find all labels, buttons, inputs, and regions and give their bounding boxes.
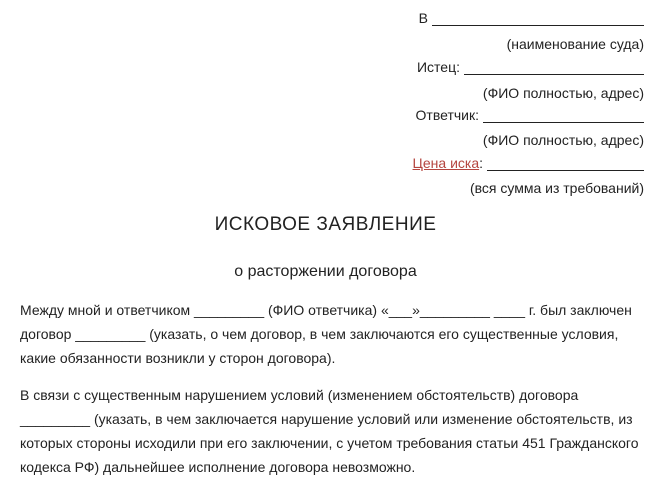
plaintiff-hint: (ФИО полностью, адрес) xyxy=(482,85,644,101)
defendant-row xyxy=(416,107,644,123)
defendant-line xyxy=(483,107,644,123)
court-hint: (наименование суда) xyxy=(506,36,644,52)
plaintiff-label: Истец: xyxy=(416,59,460,75)
claim-price-link[interactable]: Цена иска xyxy=(412,155,480,171)
claim-price-line xyxy=(487,155,644,171)
plaintiff-line xyxy=(464,59,644,75)
paragraph-line: _________ (указать, в чем заключается нарушение условий или изменение обстоятельств, из xyxy=(20,411,633,427)
paragraph-line: которых стороны исходили при его заключении, с учетом требования статьи 451 Гражданского xyxy=(20,435,639,451)
claim-price-hint: (вся сумма из требований) xyxy=(469,180,644,196)
paragraph-contract xyxy=(20,298,640,370)
claim-price-row xyxy=(413,155,644,171)
claim-price-colon: : xyxy=(479,155,483,171)
defendant-hint: (ФИО полностью, адрес) xyxy=(482,132,644,148)
document-title: ИСКОВОЕ ЗАЯВЛЕНИЕ xyxy=(214,214,437,235)
paragraph-line: кодекса РФ) дальнейшее исполнение договора невозможно. xyxy=(20,459,416,475)
paragraph-line: В связи с существенным нарушением условий (изменением обстоятельств) договора xyxy=(20,387,579,403)
defendant-label: Ответчик: xyxy=(415,107,479,123)
court-line xyxy=(432,10,644,26)
paragraph-line: Между мной и ответчиком _________ (ФИО ответчика) «___»_________ ____ г. был заключен xyxy=(20,302,632,318)
paragraph-line: договор _________ (указать, о чем договор, в чем заключаются его существенные условия, xyxy=(20,326,619,342)
paragraph-line: какие обязанности возникли у сторон договора). xyxy=(20,350,336,366)
document-subtitle: о расторжении договора xyxy=(234,263,417,280)
court-row xyxy=(419,10,644,26)
paragraph-violation xyxy=(20,383,640,479)
plaintiff-row xyxy=(417,59,644,75)
court-label: В xyxy=(418,10,428,26)
